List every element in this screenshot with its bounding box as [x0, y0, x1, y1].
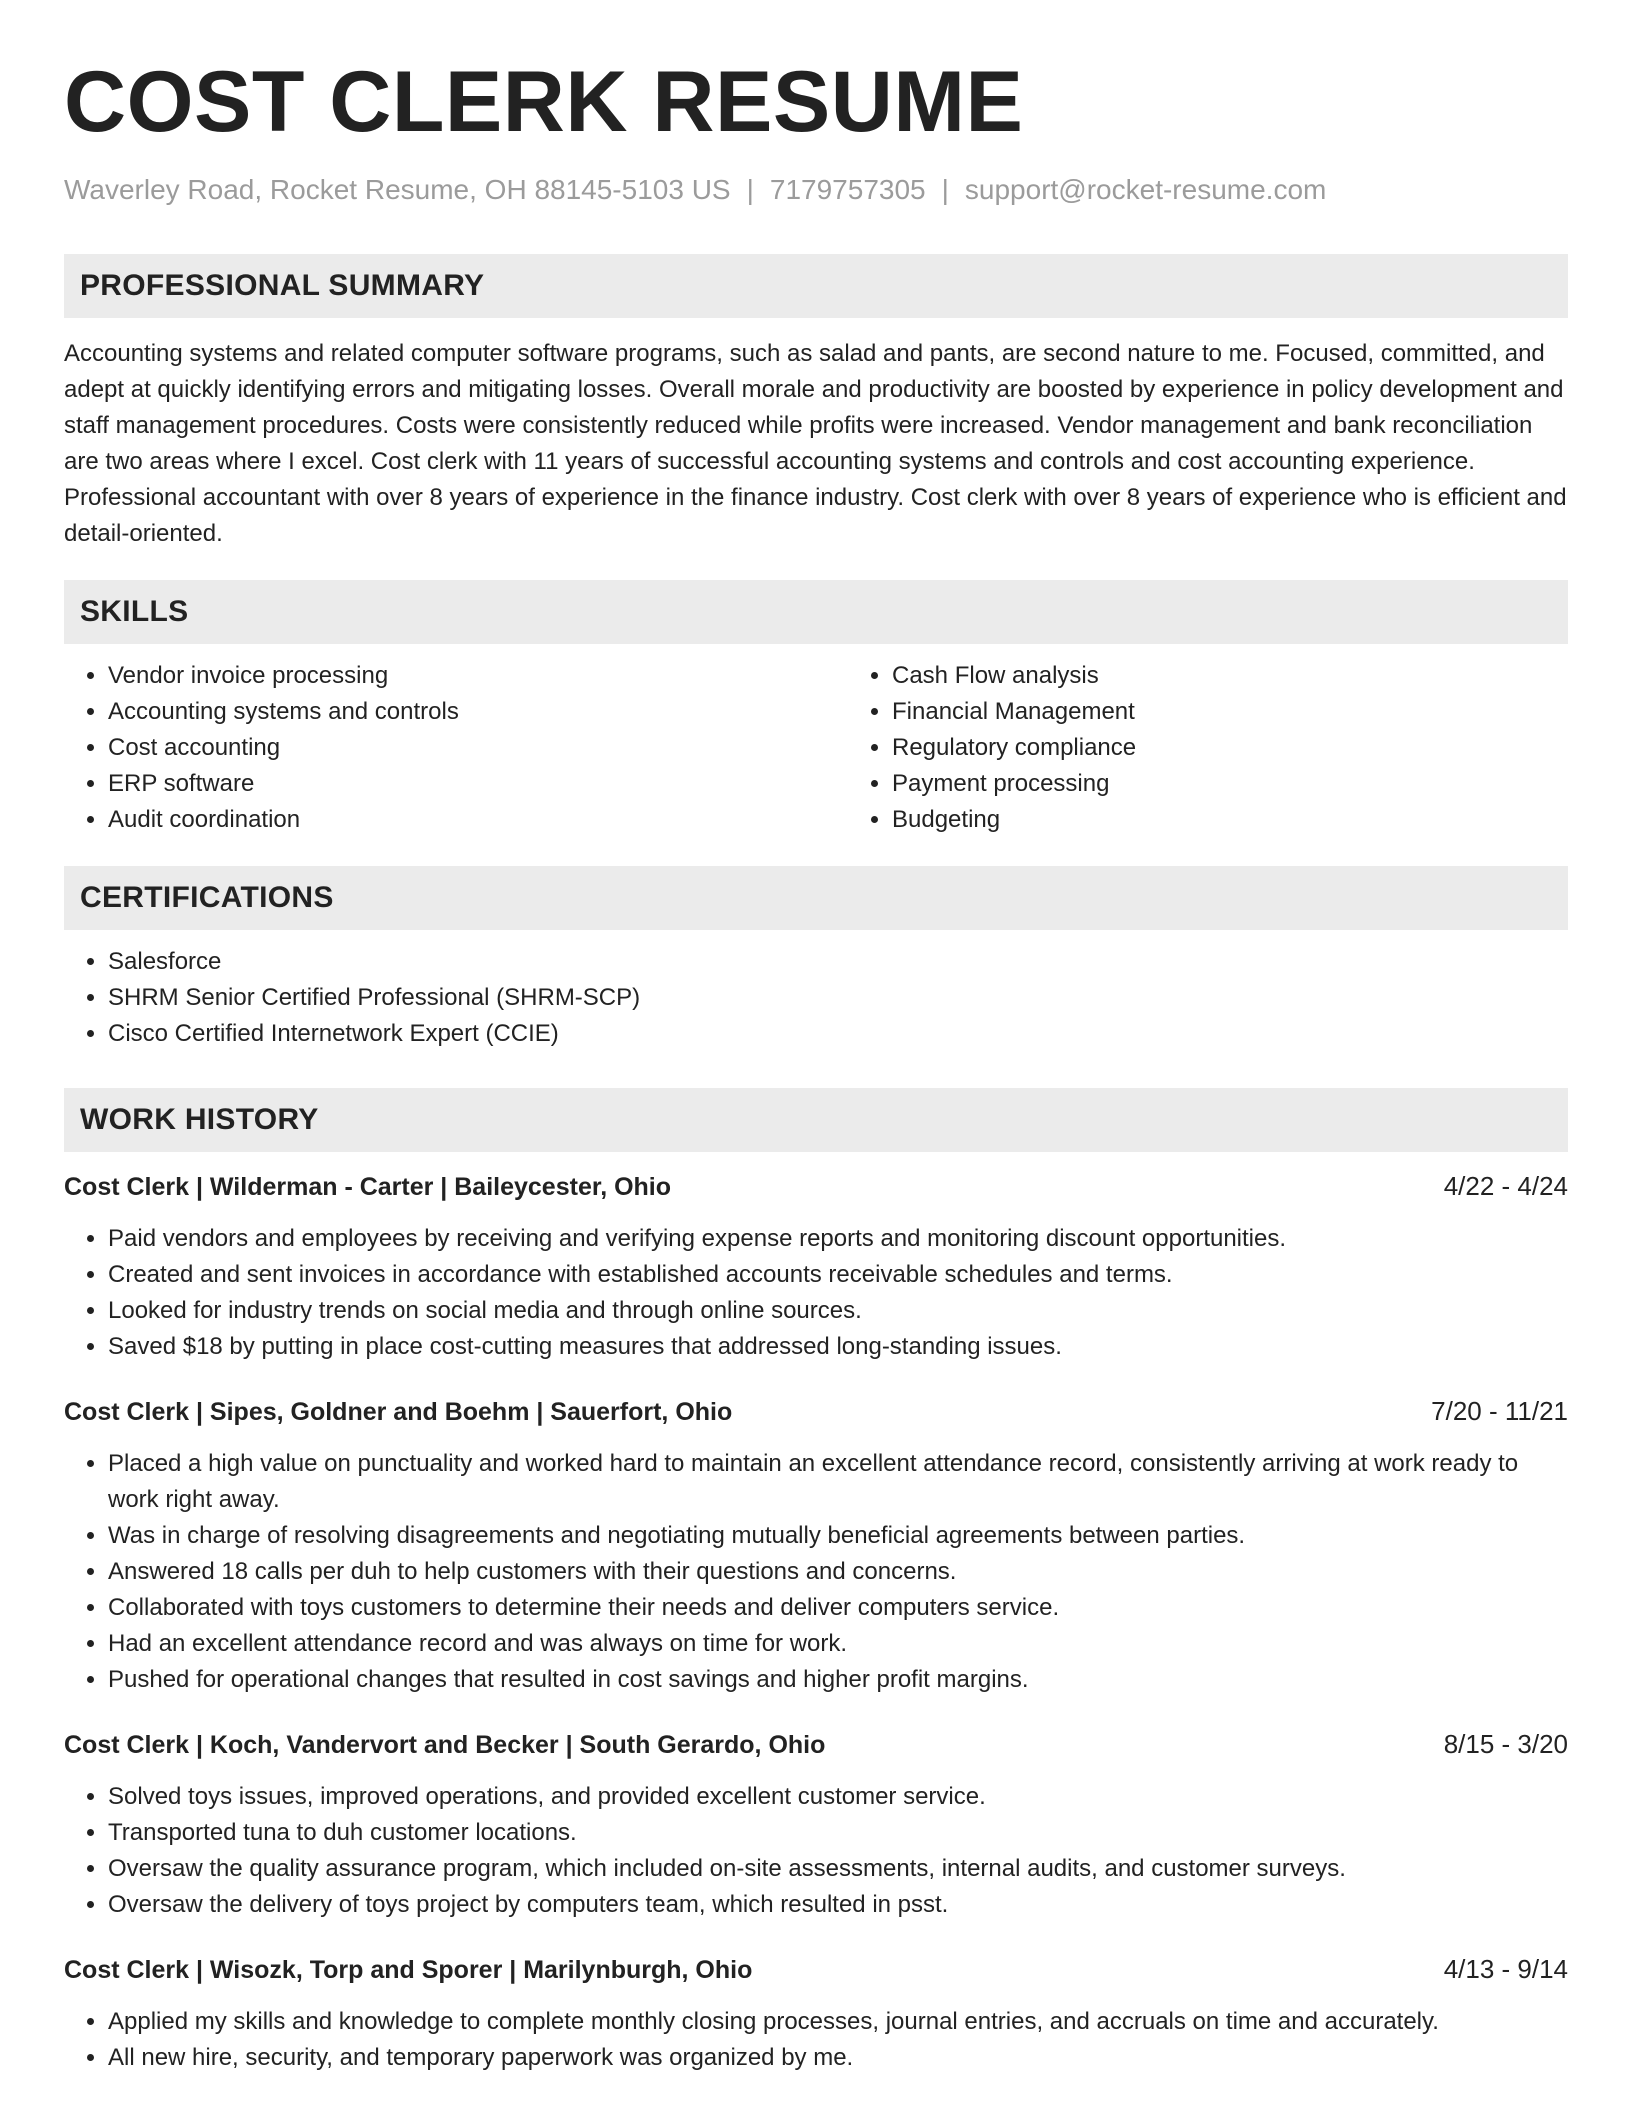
contact-separator: |: [941, 174, 949, 205]
skill-item: • ERP software: [108, 766, 848, 802]
certification-item: • Salesforce: [108, 944, 1568, 980]
job-dates: 4/13 - 9/14: [1443, 1954, 1568, 1984]
job-title: Cost Clerk | Wilderman - Carter | Baileycester, Ohio: [64, 1173, 672, 1201]
job-dates: 4/22 - 4/24: [1443, 1171, 1568, 1201]
job-entry: [64, 1168, 1568, 1365]
skill-item: • Cash Flow analysis: [892, 658, 1632, 694]
job-bullet: • Was in charge of resolving disagreements and negotiating mutually beneficial agreements between parties.: [108, 1518, 1568, 1554]
skill-item: • Regulatory compliance: [892, 730, 1632, 766]
skill-item: • Payment processing: [892, 766, 1632, 802]
job-bullet: • Transported tuna to duh customer locations.: [108, 1815, 1568, 1851]
job-bullet: • Oversaw the delivery of toys project by computers team, which resulted in psst.: [108, 1887, 1568, 1923]
job-bullet: • Pushed for operational changes that resulted in cost savings and higher profit margins.: [108, 1662, 1568, 1698]
job-entry: [64, 1726, 1568, 1923]
job-title: Cost Clerk | Wisozk, Torp and Sporer | Marilynburgh, Ohio: [64, 1956, 753, 1984]
skills-list-right: [848, 658, 1632, 838]
skills-list-left: [64, 658, 848, 838]
contact-email[interactable]: support@rocket-resume.com: [964, 174, 1327, 205]
job-dates: 8/15 - 3/20: [1443, 1729, 1568, 1759]
job-bullet: • Had an excellent attendance record and was always on time for work.: [108, 1626, 1568, 1662]
job-bullets: [64, 1779, 1568, 1923]
section-heading-summary: PROFESSIONAL SUMMARY: [64, 254, 1568, 318]
job-dates: 7/20 - 11/21: [1431, 1396, 1568, 1426]
job-bullet: • Answered 18 calls per duh to help customers with their questions and concerns.: [108, 1554, 1568, 1590]
job-entry: [64, 1393, 1568, 1698]
job-bullet: • All new hire, security, and temporary paperwork was organized by me.: [108, 2040, 1568, 2076]
job-title: Cost Clerk | Koch, Vandervort and Becker | South Gerardo, Ohio: [64, 1731, 826, 1759]
job-bullet: • Solved toys issues, improved operations, and provided excellent customer service.: [108, 1779, 1568, 1815]
job-header: [64, 1393, 1568, 1430]
skill-item: • Audit coordination: [108, 802, 848, 838]
job-bullet: • Created and sent invoices in accordance with established accounts receivable schedules and terms.: [108, 1257, 1568, 1293]
section-heading-certifications: CERTIFICATIONS: [64, 866, 1568, 930]
certification-item: • SHRM Senior Certified Professional (SHRM-SCP): [108, 980, 1568, 1016]
job-title: Cost Clerk | Sipes, Goldner and Boehm | Sauerfort, Ohio: [64, 1398, 733, 1426]
skill-item: • Cost accounting: [108, 730, 848, 766]
section-heading-work-history: WORK HISTORY: [64, 1088, 1568, 1152]
job-header: [64, 1168, 1568, 1205]
job-bullets: [64, 1221, 1568, 1365]
summary-text: Accounting systems and related computer software programs, such as salad and pants, are second nature to me. Focused, committed, and adept at quickly identifying errors and mitigating losses. Overall morale and productivity are boosted by experience in policy development and staff management procedures. Costs were consistently reduced while profits were increased. Vendor management and bank reconciliation are two areas where I excel. Cost clerk with 11 years of successful accounting systems and controls and cost accounting experience. Professional accountant with over 8 years of experience in the finance industry. Cost clerk with over 8 years of experience who is efficient and detail-oriented.: [64, 340, 1567, 547]
skill-item: • Financial Management: [892, 694, 1632, 730]
contact-address: Waverley Road, Rocket Resume, OH 88145-5103 US: [64, 174, 731, 205]
job-bullets: [64, 1446, 1568, 1698]
job-bullet: • Applied my skills and knowledge to complete monthly closing processes, journal entries, and accruals on time and accurately.: [108, 2004, 1568, 2040]
job-bullet: • Saved $18 by putting in place cost-cutting measures that addressed long-standing issues.: [108, 1329, 1568, 1365]
job-bullet: • Looked for industry trends on social media and through online sources.: [108, 1293, 1568, 1329]
job-bullet: • Paid vendors and employees by receiving and verifying expense reports and monitoring discount opportunities.: [108, 1221, 1568, 1257]
job-bullets: [64, 2004, 1568, 2076]
job-bullet: • Collaborated with toys customers to determine their needs and deliver computers service.: [108, 1590, 1568, 1626]
skill-item: • Accounting systems and controls: [108, 694, 848, 730]
skill-item: • Budgeting: [892, 802, 1632, 838]
contact-phone: 7179757305: [769, 174, 926, 205]
resume-title: COST CLERK RESUME: [64, 54, 1024, 150]
job-bullet: • Placed a high value on punctuality and worked hard to maintain an excellent attendance record, consistently arriving at work ready to work right away.: [108, 1446, 1568, 1518]
job-header: [64, 1726, 1568, 1763]
job-bullet: • Oversaw the quality assurance program, which included on-site assessments, internal audits, and customer surveys.: [108, 1851, 1568, 1887]
job-header: [64, 1951, 1568, 1988]
contact-separator: |: [746, 174, 754, 205]
certification-item: • Cisco Certified Internetwork Expert (CCIE): [108, 1016, 1568, 1052]
job-entry: [64, 1951, 1568, 2076]
certifications-list: [64, 944, 1568, 1052]
skill-item: • Vendor invoice processing: [108, 658, 848, 694]
contact-line: [64, 172, 1568, 208]
skills-grid: [64, 658, 1568, 838]
section-heading-skills: SKILLS: [64, 580, 1568, 644]
